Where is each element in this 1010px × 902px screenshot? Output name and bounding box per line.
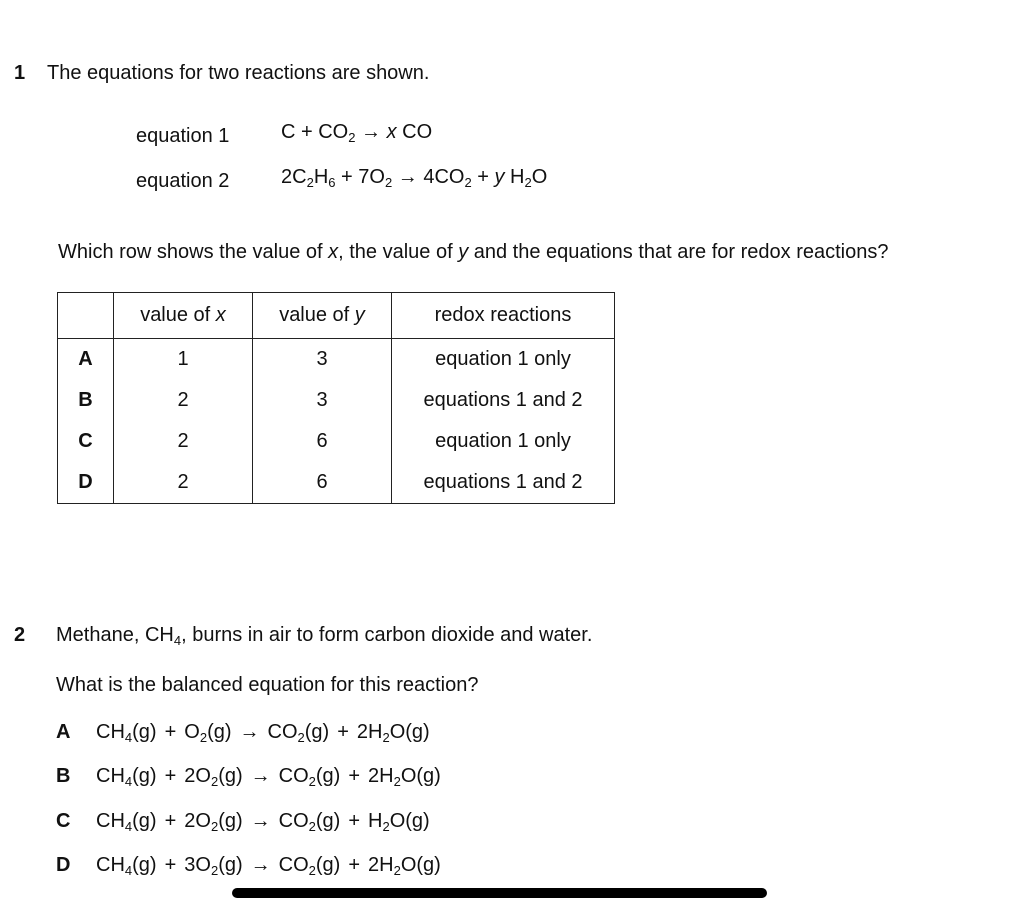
option-letter: C [58,421,114,462]
table-row[interactable] [58,380,615,421]
option-equation: $CH_4(g) + 2O_2(g) \to CO_2(g) + 2H_2O(g)$ [96,765,441,789]
value-y-cell: 3 [253,380,392,421]
table-row[interactable] [58,462,615,504]
value-y-cell: 6 [253,462,392,504]
option-equation: $CH_4(g) + O_2(g) \to CO_2(g) + 2H_2O(g)$ [96,721,430,745]
redox-cell: equations 1 and 2 [392,462,615,504]
header-value-x: value of x [114,293,253,339]
home-indicator[interactable] [232,888,767,898]
value-y-cell: 6 [253,421,392,462]
value-x-cell: 2 [114,462,253,504]
header-blank [58,293,114,339]
answer-table [57,292,615,504]
header-value-y: value of y [253,293,392,339]
value-x-cell: 2 [114,380,253,421]
equation-2-label: equation 2 [136,170,230,192]
redox-cell: equation 1 only [392,421,615,462]
table-header-row [58,293,615,339]
option-letter: D [58,462,114,504]
question-1-stem: The equations for two reactions are shown. [47,62,430,84]
question-2-number: 2 [14,624,26,646]
redox-cell: equation 1 only [392,339,615,381]
table-row[interactable] [58,339,615,381]
equation-1: $C + CO_2 \to x$ CO [281,121,433,145]
header-redox: redox reactions [392,293,615,339]
option-letter: B [58,380,114,421]
equation-1-label: equation 1 [136,125,230,147]
table-row[interactable] [58,421,615,462]
question-1-prompt: Which row shows the value of x, the value of y and the equations that are for redox reactions? [58,241,889,263]
value-y-cell: 3 [253,339,392,381]
value-x-cell: 1 [114,339,253,381]
value-x-cell: 2 [114,421,253,462]
option-equation: $CH_4(g) + 3O_2(g) \to CO_2(g) + 2H_2O(g)$ [96,854,441,878]
option-letter: A [58,339,114,381]
option-letter: C [56,810,71,832]
option-letter: A [56,721,71,743]
option-equation: $CH_4(g) + 2O_2(g) \to CO_2(g) + H_2O(g)$ [96,810,430,834]
redox-cell: equations 1 and 2 [392,380,615,421]
question-1-number: 1 [14,62,26,84]
option-letter: D [56,854,71,876]
equation-2: $2C_2H_6 + 7O_2 \to 4CO_2 + y$ $H_2O$ [281,166,548,190]
question-2-stem: Methane, $CH_4$, burns in air to form carbon dioxide and water. [56,624,593,648]
question-2-prompt: What is the balanced equation for this reaction? [56,674,479,696]
option-letter: B [56,765,71,787]
